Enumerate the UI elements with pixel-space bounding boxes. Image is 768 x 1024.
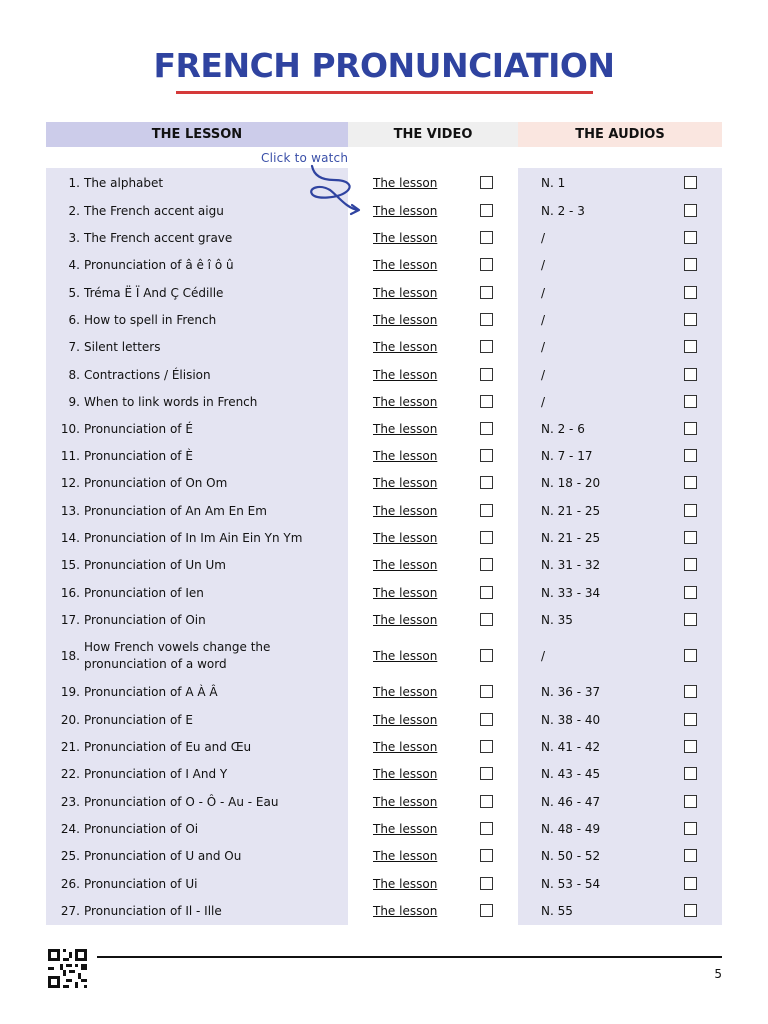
audio-number: N. 53 - 54 — [541, 877, 601, 891]
audio-checkbox[interactable] — [684, 258, 697, 271]
video-lesson-link[interactable]: The lesson — [373, 795, 438, 809]
table-row — [0, 392, 768, 412]
table-row — [0, 283, 768, 303]
table-row — [0, 792, 768, 812]
table-row — [0, 637, 768, 675]
lesson-title — [60, 173, 340, 193]
lesson-text: How French vowels change the pronunciation of a word — [84, 640, 271, 671]
video-checkbox[interactable] — [480, 649, 493, 662]
audio-checkbox[interactable] — [684, 586, 697, 599]
audio-number: N. 35 — [541, 613, 573, 627]
lesson-title — [60, 473, 340, 493]
video-checkbox[interactable] — [480, 740, 493, 753]
lesson-number: 7. — [68, 339, 80, 354]
video-lesson-link[interactable]: The lesson — [373, 286, 438, 300]
video-lesson-link[interactable]: The lesson — [373, 258, 438, 272]
audio-checkbox[interactable] — [684, 713, 697, 726]
lesson-number: 23. — [60, 794, 80, 809]
lesson-title — [60, 392, 340, 412]
table-row — [0, 201, 768, 221]
video-lesson-link[interactable]: The lesson — [373, 340, 438, 354]
table-row — [0, 901, 768, 921]
lesson-number: 17. — [60, 612, 80, 627]
table-row — [0, 446, 768, 466]
lesson-title — [60, 846, 340, 866]
video-lesson-link[interactable]: The lesson — [373, 476, 438, 490]
lesson-number: 5. — [68, 285, 80, 300]
video-checkbox[interactable] — [480, 204, 493, 217]
lesson-number: 20. — [60, 712, 80, 727]
audio-number: N. 50 - 52 — [541, 849, 601, 863]
lesson-text: Pronunciation of On Om — [84, 475, 228, 490]
lesson-text: The alphabet — [84, 175, 164, 190]
audio-number: N. 31 - 32 — [541, 558, 601, 572]
lesson-text: Pronunciation of â ê î ô û — [84, 257, 234, 272]
audio-number: N. 21 - 25 — [541, 531, 601, 545]
audio-number: N. 41 - 42 — [541, 740, 601, 754]
lesson-number: 12. — [60, 475, 80, 490]
video-lesson-link[interactable]: The lesson — [373, 204, 438, 218]
table-row — [0, 337, 768, 357]
lesson-text: Pronunciation of Ui — [84, 876, 198, 891]
lesson-number: 3. — [68, 230, 80, 245]
audio-checkbox[interactable] — [684, 795, 697, 808]
lesson-title — [60, 737, 340, 757]
lesson-title — [60, 819, 340, 839]
table-row — [0, 682, 768, 702]
table-row — [0, 737, 768, 757]
lesson-text: Contractions / Élision — [84, 367, 211, 382]
audio-number: N. 48 - 49 — [541, 822, 601, 836]
lesson-text: Pronunciation of An Am En Em — [84, 503, 267, 518]
audio-checkbox[interactable] — [684, 422, 697, 435]
lesson-title — [60, 337, 340, 357]
audio-checkbox[interactable] — [684, 204, 697, 217]
lesson-number: 19. — [60, 684, 80, 699]
video-lesson-link[interactable]: The lesson — [373, 713, 438, 727]
table-row — [0, 846, 768, 866]
lesson-number: 2. — [68, 203, 80, 218]
lesson-number: 15. — [60, 557, 80, 572]
header-audios: THE AUDIOS — [518, 122, 722, 147]
video-lesson-link[interactable]: The lesson — [373, 176, 438, 190]
video-lesson-link[interactable]: The lesson — [373, 904, 438, 918]
lesson-title — [60, 874, 340, 894]
video-checkbox[interactable] — [480, 795, 493, 808]
audio-number: N. 2 - 6 — [541, 422, 585, 436]
video-lesson-link[interactable]: The lesson — [373, 849, 438, 863]
lesson-text: Pronunciation of Il - Ille — [84, 903, 222, 918]
lesson-number: 26. — [60, 876, 80, 891]
lesson-number: 16. — [60, 585, 80, 600]
lesson-text: The French accent grave — [84, 230, 233, 245]
lesson-title — [60, 610, 340, 630]
video-checkbox[interactable] — [480, 822, 493, 835]
lesson-title — [60, 446, 340, 466]
lesson-number: 18. — [60, 648, 80, 663]
table-row — [0, 310, 768, 330]
audio-number: / — [541, 258, 546, 272]
audio-checkbox[interactable] — [684, 531, 697, 544]
lesson-title — [60, 583, 340, 603]
video-checkbox[interactable] — [480, 340, 493, 353]
click-to-watch-annotation: Click to watch — [261, 151, 349, 165]
video-checkbox[interactable] — [480, 286, 493, 299]
lesson-text: Pronunciation of È — [84, 448, 193, 463]
lesson-number: 6. — [68, 312, 80, 327]
video-lesson-link[interactable]: The lesson — [373, 504, 438, 518]
qr-code[interactable] — [48, 949, 87, 988]
lesson-text: Pronunciation of Eu and Œu — [84, 739, 252, 754]
audio-number: N. 7 - 17 — [541, 449, 593, 463]
video-checkbox[interactable] — [480, 449, 493, 462]
table-row — [0, 419, 768, 439]
lesson-text: Pronunciation of E — [84, 712, 193, 727]
video-checkbox[interactable] — [480, 504, 493, 517]
audio-number: / — [541, 649, 546, 663]
table-row — [0, 819, 768, 839]
audio-number: N. 1 — [541, 176, 566, 190]
audio-checkbox[interactable] — [684, 476, 697, 489]
audio-checkbox[interactable] — [684, 740, 697, 753]
audio-number: / — [541, 231, 546, 245]
lesson-number: 14. — [60, 530, 80, 545]
table-row — [0, 365, 768, 385]
video-checkbox[interactable] — [480, 558, 493, 571]
audio-checkbox[interactable] — [684, 767, 697, 780]
audio-checkbox[interactable] — [684, 340, 697, 353]
audio-number: N. 21 - 25 — [541, 504, 601, 518]
video-checkbox[interactable] — [480, 767, 493, 780]
audio-checkbox[interactable] — [684, 822, 697, 835]
video-checkbox[interactable] — [480, 395, 493, 408]
lesson-title — [60, 501, 340, 521]
lesson-text: Pronunciation of Oi — [84, 821, 199, 836]
lesson-text: Pronunciation of Un Um — [84, 557, 226, 572]
video-checkbox[interactable] — [480, 368, 493, 381]
lesson-text: How to spell in French — [84, 312, 217, 327]
video-lesson-link[interactable]: The lesson — [373, 231, 438, 245]
lesson-text: The French accent aigu — [84, 203, 224, 218]
video-lesson-link[interactable]: The lesson — [373, 649, 438, 663]
lesson-text: Pronunciation of A À Â — [84, 684, 218, 699]
lesson-number: 22. — [60, 766, 80, 781]
table-row — [0, 228, 768, 248]
lesson-text: Silent letters — [84, 339, 161, 354]
table-row — [0, 501, 768, 521]
lesson-text: Pronunciation of Oin — [84, 612, 206, 627]
audio-checkbox[interactable] — [684, 649, 697, 662]
audio-checkbox[interactable] — [684, 613, 697, 626]
audio-number: N. 55 — [541, 904, 573, 918]
page-number: 5 — [714, 967, 722, 981]
audio-checkbox[interactable] — [684, 558, 697, 571]
audio-number: / — [541, 340, 546, 354]
audio-checkbox[interactable] — [684, 685, 697, 698]
video-checkbox[interactable] — [480, 231, 493, 244]
video-checkbox[interactable] — [480, 849, 493, 862]
audio-checkbox[interactable] — [684, 176, 697, 189]
table-row — [0, 583, 768, 603]
lesson-title — [60, 228, 340, 248]
video-checkbox[interactable] — [480, 713, 493, 726]
footer-rule — [97, 956, 722, 958]
audio-number: N. 38 - 40 — [541, 713, 601, 727]
video-lesson-link[interactable]: The lesson — [373, 685, 438, 699]
video-lesson-link[interactable]: The lesson — [373, 767, 438, 781]
audio-checkbox[interactable] — [684, 849, 697, 862]
video-lesson-link[interactable]: The lesson — [373, 531, 438, 545]
lesson-title — [60, 764, 340, 784]
lesson-number: 4. — [68, 257, 80, 272]
lesson-title — [60, 555, 340, 575]
video-lesson-link[interactable]: The lesson — [373, 395, 438, 409]
video-lesson-link[interactable]: The lesson — [373, 558, 438, 572]
audio-checkbox[interactable] — [684, 395, 697, 408]
lesson-number: 25. — [60, 848, 80, 863]
video-checkbox[interactable] — [480, 586, 493, 599]
lesson-title — [60, 637, 340, 675]
audio-checkbox[interactable] — [684, 286, 697, 299]
lesson-title — [60, 310, 340, 330]
video-checkbox[interactable] — [480, 476, 493, 489]
lesson-number: 1. — [68, 175, 80, 190]
audio-number: / — [541, 286, 546, 300]
lesson-title — [60, 710, 340, 730]
audio-checkbox[interactable] — [684, 368, 697, 381]
table-row — [0, 710, 768, 730]
video-checkbox[interactable] — [480, 313, 493, 326]
audio-number: / — [541, 313, 546, 327]
lesson-text: Pronunciation of In Im Ain Ein Yn Ym — [84, 530, 303, 545]
table-row — [0, 764, 768, 784]
video-checkbox[interactable] — [480, 258, 493, 271]
video-checkbox[interactable] — [480, 176, 493, 189]
video-lesson-link[interactable]: The lesson — [373, 822, 438, 836]
lesson-number: 27. — [60, 903, 80, 918]
audio-number: N. 18 - 20 — [541, 476, 601, 490]
audio-checkbox[interactable] — [684, 877, 697, 890]
video-lesson-link[interactable]: The lesson — [373, 313, 438, 327]
lesson-title — [60, 792, 340, 812]
table-row — [0, 610, 768, 630]
lesson-text: Tréma Ë Ï And Ç Cédille — [84, 285, 224, 300]
lesson-number: 11. — [60, 448, 80, 463]
header-video: THE VIDEO — [348, 122, 518, 147]
table-row — [0, 173, 768, 193]
lesson-number: 24. — [60, 821, 80, 836]
audio-number: N. 46 - 47 — [541, 795, 601, 809]
lesson-text: Pronunciation of U and Ou — [84, 848, 242, 863]
lesson-number: 10. — [60, 421, 80, 436]
video-checkbox[interactable] — [480, 904, 493, 917]
video-lesson-link[interactable]: The lesson — [373, 449, 438, 463]
audio-number: N. 43 - 45 — [541, 767, 601, 781]
video-lesson-link[interactable]: The lesson — [373, 368, 438, 382]
table-row — [0, 555, 768, 575]
lesson-text: When to link words in French — [84, 394, 258, 409]
title-underline — [176, 91, 593, 94]
audio-number: N. 2 - 3 — [541, 204, 585, 218]
lesson-title — [60, 365, 340, 385]
video-lesson-link[interactable]: The lesson — [373, 740, 438, 754]
audio-checkbox[interactable] — [684, 504, 697, 517]
video-lesson-link[interactable]: The lesson — [373, 613, 438, 627]
video-checkbox[interactable] — [480, 685, 493, 698]
video-checkbox[interactable] — [480, 613, 493, 626]
audio-checkbox[interactable] — [684, 313, 697, 326]
lesson-text: Pronunciation of I And Y — [84, 766, 228, 781]
video-lesson-link[interactable]: The lesson — [373, 422, 438, 436]
video-checkbox[interactable] — [480, 531, 493, 544]
header-lesson: THE LESSON — [46, 122, 348, 147]
audio-number: N. 36 - 37 — [541, 685, 601, 699]
audio-checkbox[interactable] — [684, 231, 697, 244]
lesson-number: 13. — [60, 503, 80, 518]
lesson-title — [60, 528, 340, 548]
table-row — [0, 473, 768, 493]
table-row — [0, 528, 768, 548]
audio-checkbox[interactable] — [684, 449, 697, 462]
video-lesson-link[interactable]: The lesson — [373, 586, 438, 600]
table-row — [0, 255, 768, 275]
page-title: FRENCH PRONUNCIATION — [153, 46, 615, 85]
lesson-number: 9. — [68, 394, 80, 409]
lesson-title — [60, 255, 340, 275]
video-checkbox[interactable] — [480, 877, 493, 890]
video-lesson-link[interactable]: The lesson — [373, 877, 438, 891]
audio-number: / — [541, 368, 546, 382]
lesson-title — [60, 419, 340, 439]
lesson-text: Pronunciation of Ien — [84, 585, 204, 600]
audio-checkbox[interactable] — [684, 904, 697, 917]
table-row — [0, 874, 768, 894]
lesson-title — [60, 682, 340, 702]
lesson-number: 8. — [68, 367, 80, 382]
lesson-number: 21. — [60, 739, 80, 754]
lesson-title — [60, 283, 340, 303]
lesson-title — [60, 201, 340, 221]
video-checkbox[interactable] — [480, 422, 493, 435]
audio-number: N. 33 - 34 — [541, 586, 601, 600]
lesson-text: Pronunciation of É — [84, 421, 193, 436]
lesson-title — [60, 901, 340, 921]
audio-number: / — [541, 395, 546, 409]
lesson-text: Pronunciation of O - Ô - Au - Eau — [84, 794, 279, 809]
